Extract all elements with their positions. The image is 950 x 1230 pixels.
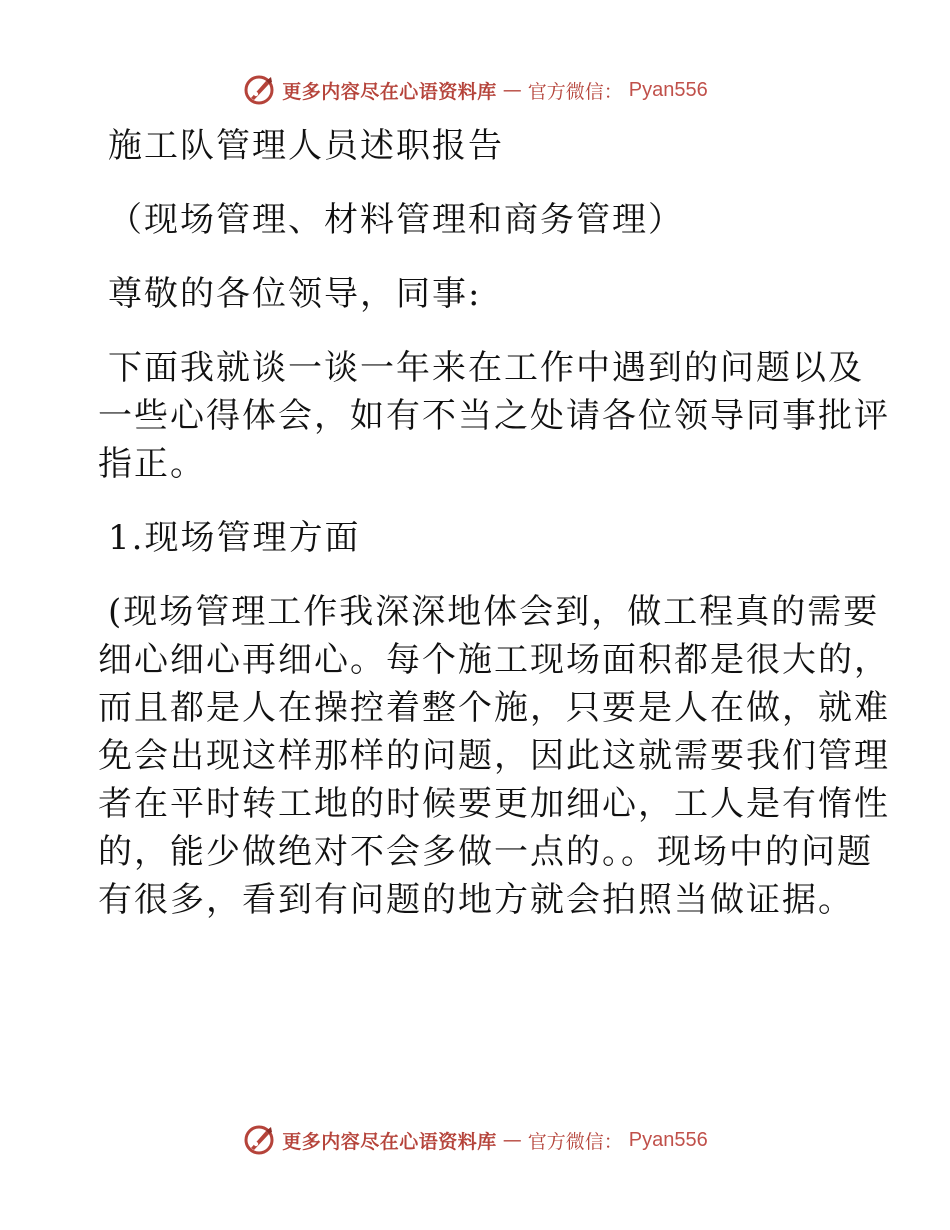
paragraph-line: 一些心得体会，如有不当之处请各位领导同事批评	[98, 396, 890, 436]
paragraph-line: 者在平时转工地的时候要更加细心，工人是有惰性	[98, 784, 890, 824]
document-subtitle: （现场管理、材料管理和商务管理）	[108, 200, 684, 240]
watermark-dash: —	[502, 79, 522, 101]
document-body	[98, 122, 890, 924]
paragraph-line: 细心细心再细心。每个施工现场面积都是很大的，	[98, 640, 890, 680]
paragraph-line: 下面我就谈一谈一年来在工作中遇到的问题以及	[108, 348, 864, 388]
paragraph-line: 指正。	[98, 444, 206, 484]
watermark-dash: —	[502, 1129, 522, 1151]
paragraph-line: 免会出现这样那样的问题，因此这就需要我们管理	[98, 736, 890, 776]
paragraph-line: 有很多，看到有问题的地方就会拍照当做证据。	[98, 880, 854, 920]
section-heading: 1.现场管理方面	[108, 518, 361, 558]
quill-logo-icon	[242, 1123, 276, 1157]
watermark-wechat-label: 官方微信：	[527, 80, 623, 103]
document-title: 施工队管理人员述职报告	[108, 126, 504, 166]
footer-watermark	[0, 1120, 950, 1160]
quill-logo-icon	[242, 73, 276, 107]
watermark-text: 更多内容尽在心语资料库	[282, 80, 497, 103]
watermark-wechat-label: 官方微信：	[527, 1130, 623, 1153]
paragraph-line: 的，能少做绝对不会多做一点的。。现场中的问题	[98, 832, 873, 872]
watermark-wechat-id: Pyan556	[628, 1128, 708, 1151]
paragraph-line: 而且都是人在操控着整个施，只要是人在做，就难	[98, 688, 890, 728]
header-watermark	[0, 70, 950, 110]
paragraph-line: (现场管理工作我深深地体会到，做工程真的需要	[108, 592, 880, 632]
greeting: 尊敬的各位领导，同事:	[108, 274, 482, 314]
watermark-wechat-id: Pyan556	[628, 78, 708, 101]
watermark-text: 更多内容尽在心语资料库	[282, 1130, 497, 1153]
section-paragraph	[98, 588, 890, 924]
intro-paragraph	[98, 344, 890, 488]
